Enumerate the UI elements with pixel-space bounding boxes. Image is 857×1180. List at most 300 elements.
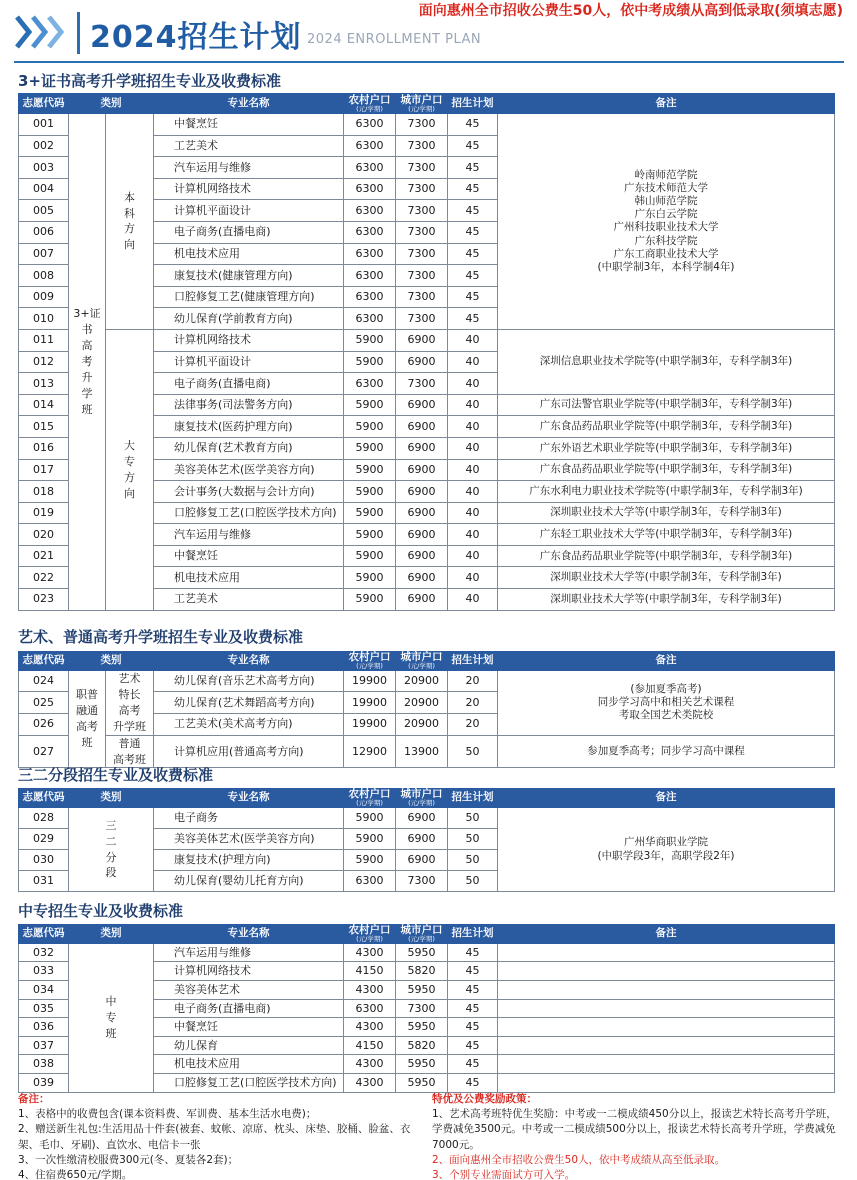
note-cell: (参加夏季高考) 同步学习高中和相关艺术课程 考取全国艺术类院校 (498, 670, 835, 735)
note-cell: 广东食品药品职业学院等(中职学制3年，专科学制3年) (498, 416, 835, 438)
section2-table (18, 651, 835, 768)
plan-cell: 45 (448, 243, 498, 265)
major-cell: 工艺美术 (154, 135, 344, 157)
col-header-major: 专业名称 (154, 789, 344, 808)
rural-fee-cell: 4300 (344, 1018, 396, 1037)
urban-fee-cell: 7300 (396, 999, 448, 1018)
subcategory-cell: 艺术 特长 高考 升学班 (106, 670, 154, 735)
col-header-major: 专业名称 (154, 652, 344, 671)
note-cell: 深圳职业技术大学等(中职学制3年，专科学制3年) (498, 567, 835, 589)
col-header-category: 类别 (69, 652, 154, 671)
table-header-row (19, 789, 835, 808)
code-cell: 025 (19, 692, 69, 714)
urban-fee-cell: 7300 (396, 871, 448, 892)
code-cell: 011 (19, 329, 69, 351)
plan-cell: 50 (448, 829, 498, 850)
note-cell: 广东司法警官职业学院等(中职学制3年，专科学制3年) (498, 394, 835, 416)
rural-fee-cell: 6300 (344, 243, 396, 265)
code-cell: 033 (19, 962, 69, 981)
urban-fee-cell: 6900 (396, 808, 448, 829)
note-cell (498, 999, 835, 1018)
major-cell: 中餐烹饪 (154, 545, 344, 567)
code-cell: 027 (19, 735, 69, 768)
section3-title: 三二分段招生专业及收费标准 (18, 766, 214, 784)
rural-fee-cell: 5900 (344, 481, 396, 503)
col-header-urban (396, 94, 448, 114)
col-header-urban (396, 789, 448, 808)
footer-notes-title: 备注： (18, 1093, 50, 1105)
code-cell: 038 (19, 1055, 69, 1074)
note-cell: 广东水利电力职业技术学院等(中职学制3年，专科学制3年) (498, 481, 835, 503)
table-header-row (19, 652, 835, 671)
urban-fee-cell: 20900 (396, 692, 448, 714)
major-cell: 汽车运用与维修 (154, 157, 344, 179)
subcategory-cell: 普通 高考班 (106, 735, 154, 768)
rural-fee-cell: 6300 (344, 114, 396, 136)
major-cell: 电子商务 (154, 808, 344, 829)
col-header-code: 志愿代码 (19, 652, 69, 671)
major-cell: 工艺美术 (154, 589, 344, 611)
code-cell: 039 (19, 1073, 69, 1092)
note-cell (498, 1036, 835, 1055)
col-header-urban-label: 城市户口 (400, 93, 443, 106)
code-cell: 008 (19, 265, 69, 287)
plan-cell: 50 (448, 850, 498, 871)
code-cell: 013 (19, 373, 69, 395)
plan-cell: 40 (448, 437, 498, 459)
col-header-rural (344, 94, 396, 114)
urban-fee-cell: 7300 (396, 178, 448, 200)
code-cell: 037 (19, 1036, 69, 1055)
subcategory-cell: 大 专 方 向 (106, 329, 154, 610)
plan-cell: 40 (448, 589, 498, 611)
col-header-plan: 招生计划 (448, 652, 498, 671)
rural-fee-cell: 19900 (344, 670, 396, 692)
col-header-rural (344, 789, 396, 808)
major-cell: 电子商务(直播电商) (154, 221, 344, 243)
urban-fee-cell: 5950 (396, 1073, 448, 1092)
major-cell: 中餐烹饪 (154, 114, 344, 136)
note-cell: 岭南师范学院 广东技术师范大学 韩山师范学院 广东白云学院 广州科技职业技术大学 广东科技学院 广东工商职业技术大学 (中职学制3年，本科学制4年) (498, 114, 835, 330)
col-header-rural-label: 农村户口 (348, 788, 391, 801)
code-cell: 022 (19, 567, 69, 589)
major-cell: 康复技术(护理方向) (154, 850, 344, 871)
rural-fee-cell: 19900 (344, 713, 396, 735)
major-cell: 美容美体艺术(医学美容方向) (154, 459, 344, 481)
major-cell: 工艺美术(美术高考方向) (154, 713, 344, 735)
footer-notes (18, 1092, 418, 1180)
rural-fee-cell: 4300 (344, 1073, 396, 1092)
rural-fee-cell: 4300 (344, 943, 396, 962)
col-header-category: 类别 (69, 925, 154, 944)
major-cell: 计算机网络技术 (154, 178, 344, 200)
rural-fee-cell: 6300 (344, 308, 396, 330)
rural-fee-cell: 6300 (344, 871, 396, 892)
urban-fee-cell: 5820 (396, 962, 448, 981)
category-group-cell: 中 专 班 (69, 943, 154, 1092)
major-cell: 幼儿保育(婴幼儿托育方向) (154, 871, 344, 892)
rural-fee-cell: 12900 (344, 735, 396, 768)
rural-fee-cell: 4300 (344, 1055, 396, 1074)
code-cell: 028 (19, 808, 69, 829)
note-cell (498, 943, 835, 962)
note-cell: 广州华商职业学院 (中职学段3年，高职学段2年) (498, 808, 835, 892)
col-header-rural-label: 农村户口 (348, 924, 391, 936)
header-divider (77, 12, 80, 54)
rural-fee-cell: 5900 (344, 351, 396, 373)
urban-fee-cell: 7300 (396, 373, 448, 395)
plan-cell: 40 (448, 459, 498, 481)
rural-fee-cell: 5900 (344, 589, 396, 611)
plan-cell: 45 (448, 962, 498, 981)
plan-cell: 40 (448, 481, 498, 503)
major-cell: 汽车运用与维修 (154, 943, 344, 962)
code-cell: 023 (19, 589, 69, 611)
col-header-urban-label: 城市户口 (400, 924, 443, 936)
code-cell: 005 (19, 200, 69, 222)
rural-fee-cell: 6300 (344, 135, 396, 157)
col-header-major: 专业名称 (154, 925, 344, 944)
subcategory-cell: 本 科 方 向 (106, 114, 154, 330)
urban-fee-cell: 7300 (396, 265, 448, 287)
col-header-plan: 招生计划 (448, 789, 498, 808)
code-cell: 018 (19, 481, 69, 503)
table-row (19, 943, 835, 962)
page-subtitle: 2024 ENROLLMENT PLAN (307, 32, 482, 47)
urban-fee-cell: 20900 (396, 713, 448, 735)
major-cell: 幼儿保育(艺术教育方向) (154, 437, 344, 459)
table-header-row (19, 925, 835, 944)
urban-fee-cell: 20900 (396, 670, 448, 692)
plan-cell: 45 (448, 221, 498, 243)
major-cell: 法律事务(司法警务方向) (154, 394, 344, 416)
code-cell: 003 (19, 157, 69, 179)
major-cell: 美容美体艺术(医学美容方向) (154, 829, 344, 850)
category-group-cell: 三 二 分 段 (69, 808, 154, 892)
footer-policy-item: 2、面向惠州全市招收公费生50人，依中考成绩从高至低录取。 (432, 1153, 726, 1166)
col-header-note: 备注 (498, 652, 835, 671)
col-header-plan: 招生计划 (448, 925, 498, 944)
rural-fee-cell: 6300 (344, 200, 396, 222)
urban-fee-cell: 6900 (396, 567, 448, 589)
plan-cell: 45 (448, 981, 498, 1000)
note-cell: 广东食品药品职业学院等(中职学制3年，专科学制3年) (498, 459, 835, 481)
major-cell: 计算机平面设计 (154, 200, 344, 222)
code-cell: 034 (19, 981, 69, 1000)
major-cell: 电子商务(直播电商) (154, 373, 344, 395)
note-cell (498, 981, 835, 1000)
code-cell: 020 (19, 524, 69, 546)
note-cell (498, 1073, 835, 1092)
major-cell: 计算机应用(普通高考方向) (154, 735, 344, 768)
major-cell: 幼儿保育(艺术舞蹈高考方向) (154, 692, 344, 714)
urban-fee-cell: 6900 (396, 589, 448, 611)
rural-fee-cell: 6300 (344, 178, 396, 200)
section3-table (18, 788, 835, 892)
plan-cell: 20 (448, 670, 498, 692)
rural-fee-cell: 5900 (344, 416, 396, 438)
code-cell: 036 (19, 1018, 69, 1037)
category-group-cell: 3+证书 高 考 升 学 班 (69, 114, 106, 611)
urban-fee-cell: 6900 (396, 351, 448, 373)
col-header-unit: (元/学期) (408, 935, 435, 944)
plan-cell: 40 (448, 567, 498, 589)
note-cell: 深圳职业技术大学等(中职学制3年，专科学制3年) (498, 589, 835, 611)
urban-fee-cell: 7300 (396, 114, 448, 136)
major-cell: 计算机网络技术 (154, 329, 344, 351)
major-cell: 机电技术应用 (154, 1055, 344, 1074)
footer-note-item: 2、赠送新生礼包:生活用品十件套(被套、蚊帐、凉席、枕头、床垫、胶桶、脸盆、衣架、毛巾、牙刷)、直饮水、电信卡一张 (18, 1123, 411, 1151)
code-cell: 009 (19, 286, 69, 308)
note-cell: 参加夏季高考；同步学习高中课程 (498, 735, 835, 768)
plan-cell: 40 (448, 416, 498, 438)
note-cell: 广东轻工职业技术大学等(中职学制3年，专科学制3年) (498, 524, 835, 546)
urban-fee-cell: 7300 (396, 308, 448, 330)
major-cell: 口腔修复工艺(健康管理方向) (154, 286, 344, 308)
col-header-category: 类别 (69, 94, 154, 114)
note-cell (498, 1055, 835, 1074)
table-row (19, 670, 835, 692)
note-cell: 深圳职业技术大学等(中职学制3年，专科学制3年) (498, 502, 835, 524)
col-header-code: 志愿代码 (19, 925, 69, 944)
rural-fee-cell: 4150 (344, 1036, 396, 1055)
code-cell: 014 (19, 394, 69, 416)
code-cell: 002 (19, 135, 69, 157)
table-row (19, 808, 835, 829)
major-cell: 口腔修复工艺(口腔医学技术方向) (154, 502, 344, 524)
code-cell: 007 (19, 243, 69, 265)
rural-fee-cell: 5900 (344, 502, 396, 524)
col-header-urban-label: 城市户口 (400, 651, 443, 663)
footer-policy-title: 特优及公费奖励政策： (432, 1093, 537, 1105)
code-cell: 019 (19, 502, 69, 524)
header-notice: 面向惠州全市招收公费生50人，依中考成绩从高到低录取(须填志愿) (418, 3, 843, 19)
major-cell: 幼儿保育 (154, 1036, 344, 1055)
urban-fee-cell: 7300 (396, 200, 448, 222)
col-header-major: 专业名称 (154, 94, 344, 114)
code-cell: 001 (19, 114, 69, 136)
code-cell: 024 (19, 670, 69, 692)
rural-fee-cell: 6300 (344, 373, 396, 395)
major-cell: 康复技术(医药护理方向) (154, 416, 344, 438)
section4-table (18, 924, 835, 1093)
table-row (19, 329, 835, 351)
code-cell: 026 (19, 713, 69, 735)
urban-fee-cell: 6900 (396, 545, 448, 567)
code-cell: 032 (19, 943, 69, 962)
plan-cell: 45 (448, 114, 498, 136)
urban-fee-cell: 7300 (396, 135, 448, 157)
code-cell: 029 (19, 829, 69, 850)
rural-fee-cell: 5900 (344, 459, 396, 481)
plan-cell: 40 (448, 351, 498, 373)
urban-fee-cell: 13900 (396, 735, 448, 768)
footer-note-item: 4、住宿费650元/学期。 (18, 1169, 133, 1180)
urban-fee-cell: 7300 (396, 221, 448, 243)
major-cell: 康复技术(健康管理方向) (154, 265, 344, 287)
section1-title: 3+证书高考升学班招生专业及收费标准 (18, 72, 282, 90)
major-cell: 会计事务(大数据与会计方向) (154, 481, 344, 503)
urban-fee-cell: 7300 (396, 243, 448, 265)
code-cell: 010 (19, 308, 69, 330)
footer-policy-item: 3、个别专业需面试方可入学。 (432, 1169, 576, 1180)
col-header-rural-label: 农村户口 (348, 651, 391, 663)
major-cell: 中餐烹饪 (154, 1018, 344, 1037)
plan-cell: 45 (448, 999, 498, 1018)
plan-cell: 40 (448, 524, 498, 546)
col-header-unit: (元/学期) (408, 104, 435, 113)
chevron-right-icon (46, 14, 64, 50)
plan-cell: 45 (448, 135, 498, 157)
major-cell: 美容美体艺术 (154, 981, 344, 1000)
category-group-cell: 职普 融通 高考 班 (69, 670, 106, 768)
urban-fee-cell: 6900 (396, 329, 448, 351)
major-cell: 汽车运用与维修 (154, 524, 344, 546)
major-cell: 口腔修复工艺(口腔医学技术方向) (154, 1073, 344, 1092)
rural-fee-cell: 5900 (344, 329, 396, 351)
footer-note-item: 3、一次性缴清校服费300元(冬、夏装各2套)； (18, 1153, 239, 1166)
urban-fee-cell: 6900 (396, 850, 448, 871)
rural-fee-cell: 5900 (344, 545, 396, 567)
table-row (19, 114, 835, 136)
plan-cell: 45 (448, 1073, 498, 1092)
plan-cell: 45 (448, 1018, 498, 1037)
note-cell (498, 962, 835, 981)
urban-fee-cell: 6900 (396, 524, 448, 546)
code-cell: 031 (19, 871, 69, 892)
major-cell: 机电技术应用 (154, 243, 344, 265)
plan-cell: 20 (448, 692, 498, 714)
page-header (0, 0, 857, 62)
plan-cell: 40 (448, 373, 498, 395)
major-cell: 机电技术应用 (154, 567, 344, 589)
rural-fee-cell: 4150 (344, 962, 396, 981)
rural-fee-cell: 5900 (344, 437, 396, 459)
section2-title: 艺术、普通高考升学班招生专业及收费标准 (18, 628, 304, 646)
major-cell: 计算机网络技术 (154, 962, 344, 981)
rural-fee-cell: 5900 (344, 808, 396, 829)
col-header-unit: (元/学期) (356, 104, 383, 113)
rural-fee-cell: 5900 (344, 567, 396, 589)
rural-fee-cell: 4300 (344, 981, 396, 1000)
section1-table (18, 93, 835, 611)
plan-cell: 45 (448, 265, 498, 287)
urban-fee-cell: 5950 (396, 943, 448, 962)
urban-fee-cell: 5950 (396, 981, 448, 1000)
urban-fee-cell: 6900 (396, 459, 448, 481)
plan-cell: 45 (448, 286, 498, 308)
note-cell: 广东食品药品职业学院等(中职学制3年，专科学制3年) (498, 545, 835, 567)
major-cell: 计算机平面设计 (154, 351, 344, 373)
col-header-urban-label: 城市户口 (400, 788, 443, 801)
rural-fee-cell: 6300 (344, 999, 396, 1018)
code-cell: 035 (19, 999, 69, 1018)
urban-fee-cell: 7300 (396, 157, 448, 179)
major-cell: 幼儿保育(音乐艺术高考方向) (154, 670, 344, 692)
urban-fee-cell: 6900 (396, 416, 448, 438)
urban-fee-cell: 5950 (396, 1055, 448, 1074)
rural-fee-cell: 6300 (344, 286, 396, 308)
col-header-note: 备注 (498, 94, 835, 114)
rural-fee-cell: 19900 (344, 692, 396, 714)
major-cell: 幼儿保育(学前教育方向) (154, 308, 344, 330)
code-cell: 017 (19, 459, 69, 481)
col-header-unit: (元/学期) (408, 799, 435, 808)
col-header-unit: (元/学期) (356, 799, 383, 808)
plan-cell: 20 (448, 713, 498, 735)
col-header-rural-label: 农村户口 (348, 93, 391, 106)
plan-cell: 40 (448, 502, 498, 524)
urban-fee-cell: 6900 (396, 481, 448, 503)
code-cell: 004 (19, 178, 69, 200)
code-cell: 030 (19, 850, 69, 871)
code-cell: 012 (19, 351, 69, 373)
urban-fee-cell: 5820 (396, 1036, 448, 1055)
urban-fee-cell: 7300 (396, 286, 448, 308)
urban-fee-cell: 5950 (396, 1018, 448, 1037)
note-cell (498, 1018, 835, 1037)
rural-fee-cell: 6300 (344, 221, 396, 243)
plan-cell: 50 (448, 808, 498, 829)
rural-fee-cell: 5900 (344, 829, 396, 850)
plan-cell: 50 (448, 735, 498, 768)
rural-fee-cell: 6300 (344, 265, 396, 287)
plan-cell: 45 (448, 308, 498, 330)
page-title: 2024招生计划 (90, 20, 302, 55)
urban-fee-cell: 6900 (396, 829, 448, 850)
col-header-category: 类别 (69, 789, 154, 808)
col-header-rural (344, 652, 396, 671)
rural-fee-cell: 5900 (344, 524, 396, 546)
header-rule (14, 61, 844, 63)
footer-policy-item: 1、艺术高考班特优生奖励：中考或一二模成绩450分以上，报读艺术特长高考升学班，学费减免3500元。中考或一二模成绩500分以上，报读艺术特长高考升学班，学费减免7000元。 (432, 1108, 837, 1151)
col-header-urban (396, 925, 448, 944)
plan-cell: 40 (448, 545, 498, 567)
footer-policy (432, 1092, 842, 1180)
plan-cell: 50 (448, 871, 498, 892)
col-header-plan: 招生计划 (448, 94, 498, 114)
section4-title: 中专招生专业及收费标准 (18, 902, 184, 920)
major-cell: 电子商务(直播电商) (154, 999, 344, 1018)
footer-note-item: 1、表格中的收费包含(课本资料费、军训费、基本生活水电费)； (18, 1108, 317, 1121)
plan-cell: 45 (448, 178, 498, 200)
rural-fee-cell: 5900 (344, 850, 396, 871)
plan-cell: 40 (448, 394, 498, 416)
table-header-row (19, 94, 835, 114)
plan-cell: 40 (448, 329, 498, 351)
col-header-unit: (元/学期) (356, 935, 383, 944)
code-cell: 006 (19, 221, 69, 243)
col-header-rural (344, 925, 396, 944)
note-cell: 广东外语艺术职业学院等(中职学制3年，专科学制3年) (498, 437, 835, 459)
plan-cell: 45 (448, 1036, 498, 1055)
plan-cell: 45 (448, 943, 498, 962)
col-header-unit: (元/学期) (356, 662, 383, 671)
rural-fee-cell: 5900 (344, 394, 396, 416)
code-cell: 015 (19, 416, 69, 438)
col-header-code: 志愿代码 (19, 789, 69, 808)
code-cell: 016 (19, 437, 69, 459)
plan-cell: 45 (448, 157, 498, 179)
urban-fee-cell: 6900 (396, 394, 448, 416)
col-header-code: 志愿代码 (19, 94, 69, 114)
code-cell: 021 (19, 545, 69, 567)
urban-fee-cell: 6900 (396, 437, 448, 459)
rural-fee-cell: 6300 (344, 157, 396, 179)
col-header-note: 备注 (498, 925, 835, 944)
col-header-unit: (元/学期) (408, 662, 435, 671)
plan-cell: 45 (448, 1055, 498, 1074)
